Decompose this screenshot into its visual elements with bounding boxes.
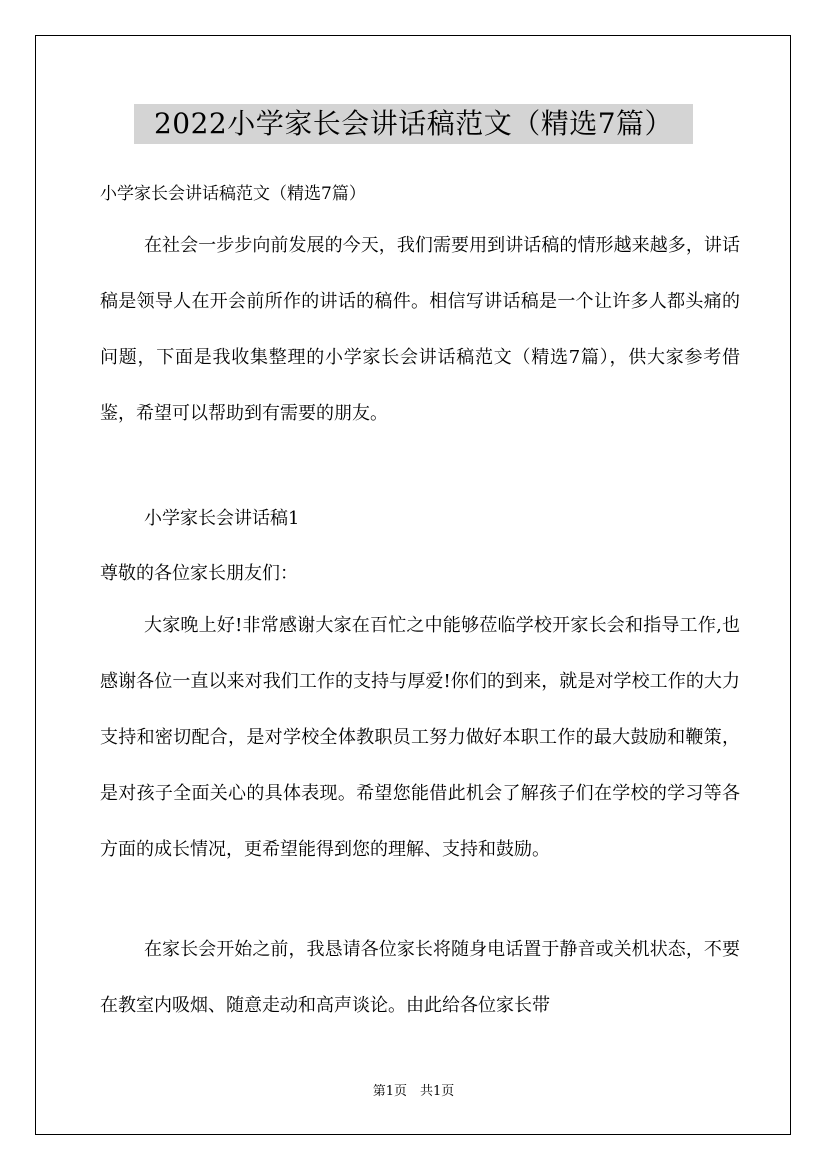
- body-paragraph-2: 在家长会开始之前，我恳请各位家长将随身电话置于静音或关机状态，不要在教室内吸烟、随意走动和高声谈论。由此给各位家长带: [100, 939, 740, 1016]
- body-paragraph-1: 大家晚上好!非常感谢大家在百忙之中能够莅临学校开家长会和指导工作,也感谢各位一直以来对我们工作的支持与厚爱!你们的到来，就是对学校工作的大力支持和密切配合，是对学校全体教职员工努力做好本职工作的最大鼓励和鞭策，是对孩子全面关心的具体表现。希望您能借此机会了解孩子们在学校的学习等各方面的成长情况，更希望能得到您的理解、支持和鼓励。: [100, 615, 740, 860]
- section-heading: 小学家长会讲话稿1: [144, 508, 300, 529]
- intro-paragraph: 在社会一步步向前发展的今天，我们需要用到讲话稿的情形越来越多，讲话稿是领导人在开会前所作的讲话的稿件。相信写讲话稿是一个让许多人都头痛的问题，下面是我收集整理的小学家长会讲话稿范文（精选7篇），供大家参考借鉴，希望可以帮助到有需要的朋友。: [100, 235, 740, 424]
- salutation: 尊敬的各位家长朋友们：: [100, 563, 298, 584]
- document-title: 2022小学家长会讲话稿范文（精选7篇）: [134, 104, 693, 144]
- document-subtitle: 小学家长会讲话稿范文（精选7篇）: [100, 184, 366, 204]
- page-number-footer: 第1页 共1页: [372, 1084, 455, 1099]
